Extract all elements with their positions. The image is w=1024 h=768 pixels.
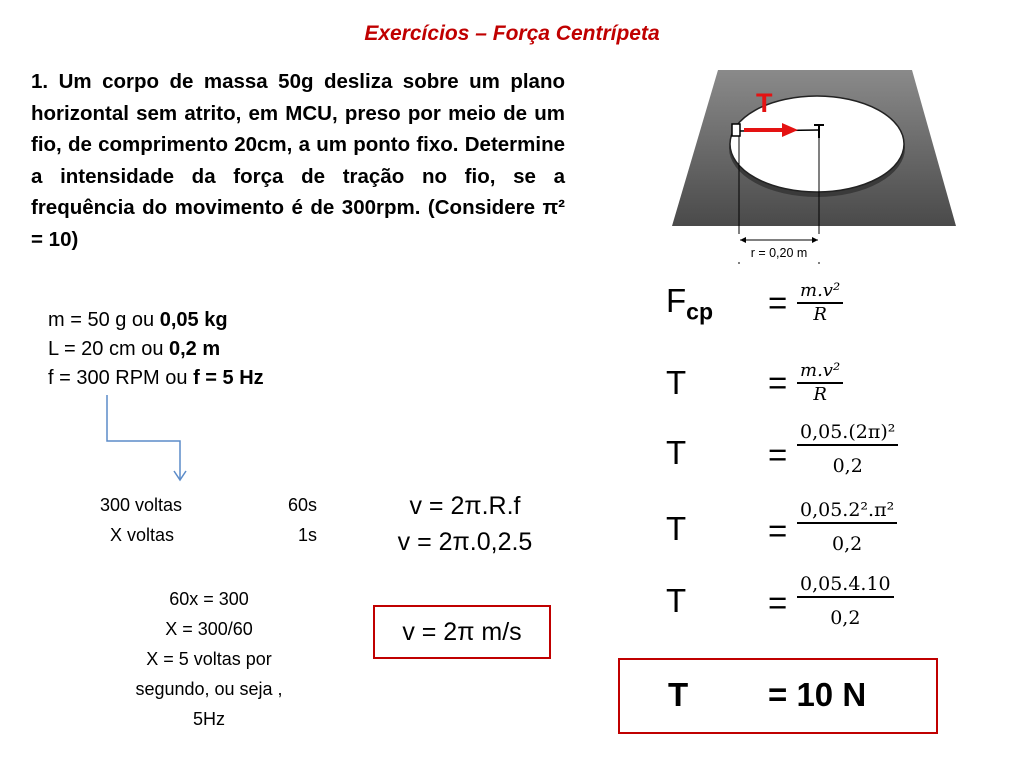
frequency-calculation bbox=[95, 584, 323, 734]
turntable-figure bbox=[672, 68, 958, 264]
velocity-calculation bbox=[360, 488, 570, 560]
calc-line: X = 5 voltas por bbox=[146, 649, 272, 669]
tension-symbol: T bbox=[666, 582, 687, 619]
final-tension-symbol: T bbox=[668, 676, 689, 713]
frequency-line: f = 300 RPM ou f = 5 Hz bbox=[48, 367, 264, 389]
velocity-line: v = 2π.R.f bbox=[409, 492, 521, 520]
velocity-result-box: v = 2π m/s bbox=[373, 605, 551, 659]
velocity-line: v = 2π.0,2.5 bbox=[397, 528, 533, 556]
calc-line: 5Hz bbox=[192, 709, 225, 729]
fraction-3: $\frac{\text{0,05.(2π)²}}{0,2}$ bbox=[797, 420, 898, 478]
frequency-value: f = 5 Hz bbox=[193, 367, 264, 389]
page-title: Exercícios – Força Centrípeta bbox=[364, 22, 660, 45]
calc-line: segundo, ou seja , bbox=[135, 679, 283, 699]
calc-line: 60x = 300 bbox=[169, 589, 249, 609]
rule-row1-right: 60s bbox=[288, 495, 318, 515]
rule-row1-left: 300 voltas bbox=[100, 495, 183, 515]
connector-arrow bbox=[100, 395, 190, 485]
fraction-5: $\frac{0,05.4.10}{0,2}$ bbox=[797, 572, 894, 630]
fraction-1: $\frac{\text{m.v²}}{R}$ bbox=[797, 280, 843, 326]
radius-label: r = 0,20 m bbox=[750, 246, 808, 260]
given-values bbox=[48, 306, 264, 393]
rule-of-three bbox=[100, 490, 350, 550]
length-line: L = 20 cm ou 0,2 m bbox=[48, 338, 221, 360]
equals-sign: = bbox=[768, 512, 788, 549]
fraction-4: $\frac{\text{0,05.2².π²}}{0,2}$ bbox=[797, 498, 897, 556]
problem-statement: 1. Um corpo de massa 50g desliza sobre um plano horizontal sem atrito, em MCU, preso por meio de um fio, de comprimento 20cm, a um ponto fixo. Determine a intensidade da força de tração no fio, se a frequência do movimento é de 300rpm. (Considere π² = 10) bbox=[31, 70, 565, 251]
equals-sign: = bbox=[768, 364, 788, 401]
calc-line: X = 300/60 bbox=[165, 619, 253, 639]
rule-row2-left: X voltas bbox=[110, 525, 175, 545]
tension-symbol: T bbox=[666, 364, 687, 401]
fraction-2: $\frac{\text{m.v²}}{R}$ bbox=[797, 360, 843, 406]
equals-sign: = bbox=[768, 284, 788, 321]
moving-body bbox=[732, 124, 740, 136]
tension-symbol: T bbox=[666, 510, 687, 547]
mass-line: m = 50 g ou 0,05 kg bbox=[48, 309, 228, 331]
mass-value: 0,05 kg bbox=[159, 309, 228, 331]
fcp-symbol: $F_{cp}$ bbox=[666, 282, 714, 325]
rule-row2-right: 1s bbox=[298, 525, 318, 545]
equals-sign: = bbox=[768, 584, 788, 621]
equals-sign: = bbox=[768, 436, 788, 473]
tension-label: T bbox=[756, 88, 773, 118]
final-result-value: = 10 N bbox=[768, 676, 867, 713]
tension-symbol: T bbox=[666, 434, 687, 471]
length-value: 0,2 m bbox=[169, 338, 221, 360]
